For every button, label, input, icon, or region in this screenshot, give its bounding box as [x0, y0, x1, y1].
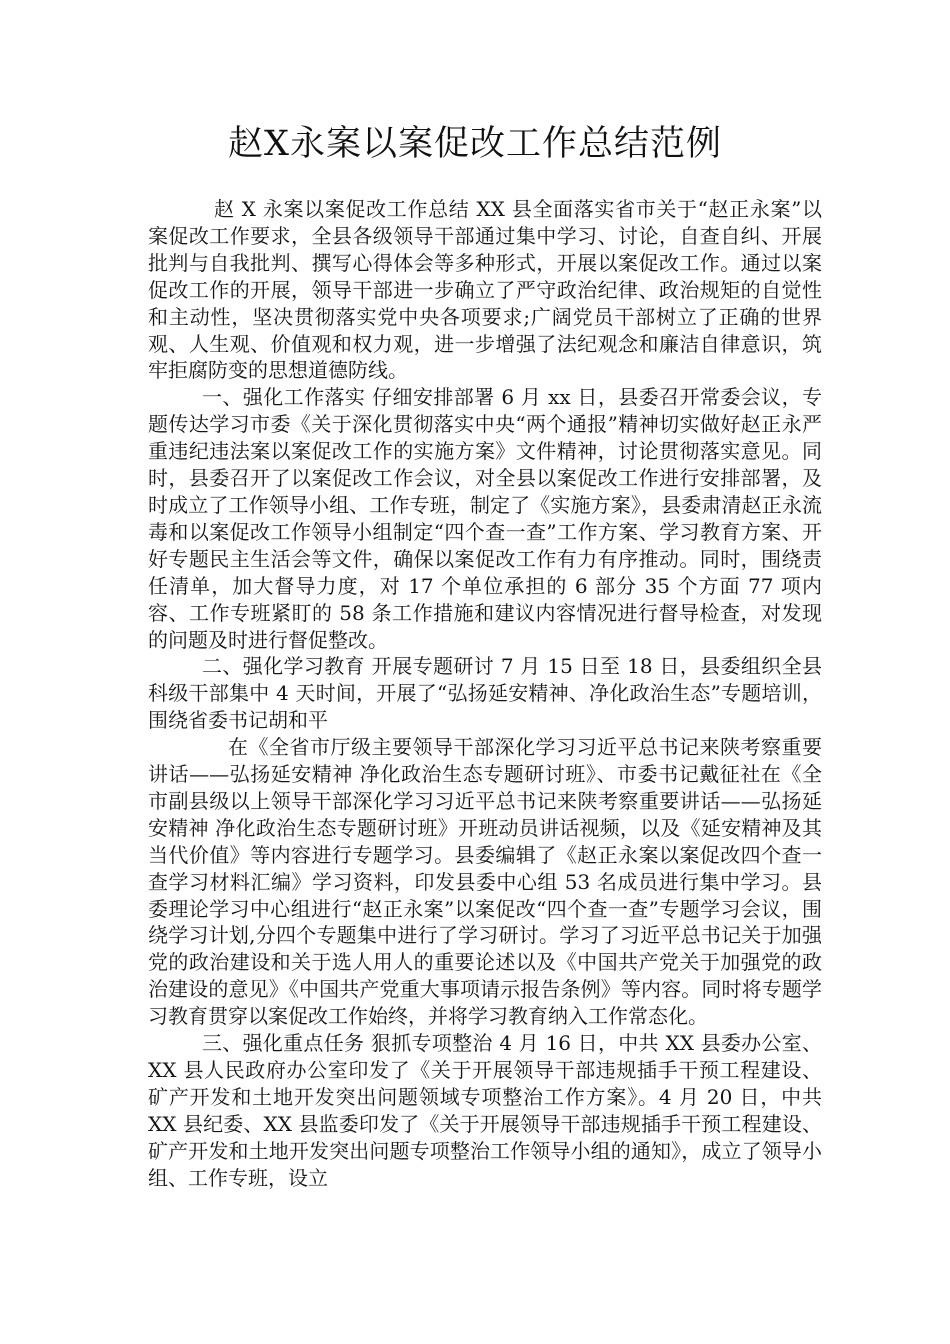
paragraph-intro: 赵 X 永案以案促改工作总结 XX 县全面落实省市关于“赵正永案”以案促改工作要求，全县各级领导干部通过集中学习、讨论，自查自纠、开展批判与自我批判、撰写心得体会等多种形式，开展以案促改工作。通过以案促改工作的开展，领导干部进一步确立了严守政治纪律、政治规矩的自觉性和主动性，坚决贯彻落实党中央各项要求;广阔党员干部树立了正确的世界观、人生观、价值观和权力观，进一步增强了法纪观念和廉洁自律意识，筑牢拒腐防变的思想道德防线。 — [148, 197, 822, 383]
paragraph-section-2-continued: 在《全省市厅级主要领导干部深化学习习近平总书记来陕考察重要讲话——弘扬延安精神 净化政治生态专题研讨班》、市委书记戴征社在《全市副县级以上领导干部深化学习习近平总书记来陕考察重要讲话——弘扬延安精神 净化政治生态专题研讨班》开班动员讲话视频，以及《延安精神及其当代价值》等内容进行专题学习。县委编辑了《赵正永案以案促改四个查一查学习材料汇编》学习资料，印发县委中心组 53 名成员进行集中学习。县委理论学习中心组进行“赵正永案”以案促改“四个查一查”专题学习会议，围绕学习计划,分四个专题集中进行了学习研讨。学习了习近平总书记关于加强党的政治建设和关于选人用人的重要论述以及《中国共产党关于加强党的政治建设的意见》《中国共产党重大事项请示报告条例》等内容。同时将专题学习教育贯穿以案促改工作始终，并将学习教育纳入工作常态化。 — [148, 735, 822, 1029]
document-body — [148, 196, 822, 1192]
document-title: 赵X永案以案促改工作总结范例 — [228, 124, 722, 164]
paragraph-section-3: 三、强化重点任务 狠抓专项整治 4 月 16 日，中共 XX 县委办公室、XX 县人民政府办公室印发了《关于开展领导干部违规插手干预工程建设、矿产开发和土地开发突出问题领域专项整治工作方案》。4 月 20 日，中共 XX 县纪委、XX 县监委印发了《关于开展领导干部违规插手干预工程建设、矿产开发和土地开发突出问题专项整治工作领导小组的通知》，成立了领导小组、工作专班，设立 — [148, 1031, 822, 1190]
paragraph-section-1: 一、强化工作落实 仔细安排部署 6 月 xx 日，县委召开常委会议，专题传达学习市委《关于深化贯彻落实中央“两个通报”精神切实做好赵正永严重违纪违法案以案促改工作的实施方案》文件精神，讨论贯彻落实意见。同时，县委召开了以案促改工作会议，对全县以案促改工作进行安排部署，及时成立了工作领导小组、工作专班，制定了《实施方案》，县委肃清赵正永流毒和以案促改工作领导小组制定“四个查一查”工作方案、学习教育方案、开好专题民主生活会等文件，确保以案促改工作有力有序推动。同时，围绕责任清单，加大督导力度，对 17 个单位承担的 6 部分 35 个方面 77 项内容、工作专班紧盯的 58 条工作措施和建议内容情况进行督导检查，对发现的问题及时进行督促整改。 — [148, 385, 822, 652]
paragraph-section-2: 二、强化学习教育 开展专题研讨 7 月 15 日至 18 日，县委组织全县科级干部集中 4 天时间，开展了“弘扬延安精神、净化政治生态”专题培训，围绕省委书记胡和平 — [148, 654, 822, 733]
